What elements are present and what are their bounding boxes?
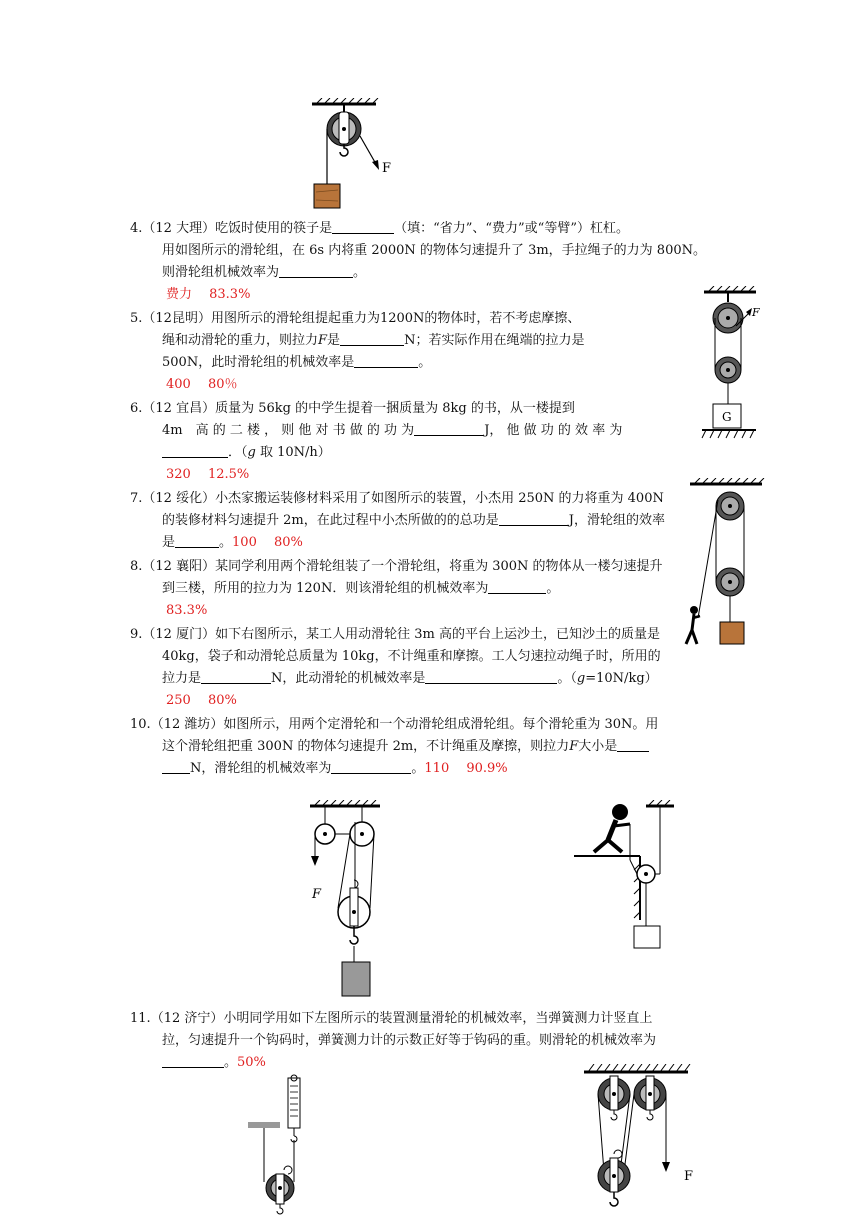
answer-blank[interactable] xyxy=(488,579,546,594)
answer-blank[interactable] xyxy=(175,533,219,548)
variable-f: F xyxy=(569,739,579,754)
question-text: 是 xyxy=(162,535,176,550)
question-text: 的装修材料匀速提升 2m，在此过程中小杰所做的的总功是 xyxy=(162,513,499,528)
question-number: 8. xyxy=(130,559,143,574)
question-number: 7. xyxy=(130,491,143,506)
force-label-f: F xyxy=(312,887,322,902)
answer-blank[interactable] xyxy=(499,511,569,526)
figure-two-fixed-one-movable xyxy=(300,800,390,1000)
question-text: =10N/kg） xyxy=(585,671,658,686)
question-number: 11. xyxy=(130,1011,151,1026)
question-text: 4m 高 的 二 楼 ， 则 他 对 书 做 的 功 为 xyxy=(162,423,415,438)
question-number: 10. xyxy=(130,717,151,732)
force-label-f: F xyxy=(752,306,760,319)
question-text: （12 大理）吃饭时使用的筷子是 xyxy=(142,221,333,236)
question-text: 是 xyxy=(327,333,341,348)
question-5 xyxy=(130,308,740,396)
question-text: 拉力是 xyxy=(162,671,202,686)
question-text: ．（ xyxy=(228,445,248,460)
question-text: 。 xyxy=(224,1055,238,1070)
question-text: 。 xyxy=(353,265,367,280)
question-text: （12昆明）用图所示的滑轮组提起重力为1200N的物体时，若不考虑摩擦、 xyxy=(142,311,581,326)
question-text: 。 xyxy=(418,355,432,370)
force-label-f: F xyxy=(382,161,392,176)
answer-blank[interactable] xyxy=(162,1053,224,1068)
answer-blank[interactable] xyxy=(162,759,190,774)
question-4 xyxy=(130,218,740,306)
answer-blank[interactable] xyxy=(279,263,353,278)
question-text: 。（ xyxy=(557,671,577,686)
question-text: 500N，此时滑轮组的机械效率是 xyxy=(162,355,355,370)
answer-text: 50% xyxy=(237,1055,266,1070)
question-10 xyxy=(130,714,740,780)
question-text: 到三楼，所用的拉力为 120N．则该滑轮组的机械效率为 xyxy=(162,581,489,596)
question-text: 则滑轮组机械效率为 xyxy=(162,265,280,280)
answer-blank[interactable] xyxy=(354,353,418,368)
question-text: 这个滑轮组把重 300N 的物体匀速提升 2m，不计绳重及摩擦，则拉力 xyxy=(162,739,570,754)
question-text: （12 济宁）小明同学用如下左图所示的装置测量滑轮的机械效率，当弹簧测力计竖直上 xyxy=(150,1011,653,1026)
question-text: （12 宜昌）质量为 56kg 的中学生提着一捆质量为 8kg 的书，从一楼提到 xyxy=(142,401,575,416)
question-text: （12 潍坊）如图所示，用两个定滑轮和一个动滑轮组成滑轮组。每个滑轮重为 30N。用 xyxy=(150,717,659,732)
question-text: 。 xyxy=(411,761,425,776)
question-text: （12 襄阳）某同学利用两个滑轮组装了一个滑轮组，将重为 300N 的物体从一楼匀速提升 xyxy=(142,559,663,574)
question-number: 5. xyxy=(130,311,143,326)
question-number: 9. xyxy=(130,627,143,642)
answer-blank[interactable] xyxy=(162,443,228,458)
question-text: 绳和动滑轮的重力，则拉力 xyxy=(162,333,319,348)
question-text: 。 xyxy=(546,581,560,596)
variable-f: F xyxy=(318,333,328,348)
question-text: 取 10N/h） xyxy=(255,445,331,460)
variable-g: g xyxy=(576,671,586,686)
answer-text: 400 80％ xyxy=(166,377,238,392)
variable-g: g xyxy=(247,445,256,460)
question-text: 40kg，袋子和动滑轮总质量为 10kg，不计绳重和摩擦。工人匀速拉动绳子时，所用的 xyxy=(162,649,661,664)
answer-text: 100 80% xyxy=(232,535,303,550)
question-6 xyxy=(130,398,740,486)
question-text: J，滑轮组的效率 xyxy=(568,513,665,528)
question-text: N，滑轮组的机械效率为 xyxy=(190,761,332,776)
answer-blank[interactable] xyxy=(414,421,484,436)
question-text: N，此动滑轮的机械效率是 xyxy=(271,671,426,686)
question-text: 拉，匀速提升一个钩码时，弹簧测力计的示数正好等于钩码的重。则滑轮的机械效率为 xyxy=(162,1033,657,1048)
answer-blank[interactable] xyxy=(340,331,404,346)
question-9 xyxy=(130,624,740,712)
question-text: （12 厦门）如下右图所示，某工人用动滑轮往 3m 高的平台上运沙土，已知沙土的质量是 xyxy=(142,627,660,642)
question-text: N；若实际作用在绳端的拉力是 xyxy=(404,333,585,348)
answer-text: 250 80% xyxy=(166,693,237,708)
answer-text: 83.3% xyxy=(166,603,208,618)
answer-text: 320 12.5% xyxy=(166,467,250,482)
question-number: 6. xyxy=(130,401,143,416)
question-text: 大小是 xyxy=(578,739,618,754)
weight-label-g: G xyxy=(722,410,732,424)
figure-spring-scale-pulley xyxy=(244,1074,314,1216)
question-text: J， 他 做 功 的 效 率 为 xyxy=(484,423,623,438)
answer-blank[interactable] xyxy=(331,759,411,774)
question-text: 。 xyxy=(219,535,233,550)
question-number: 4. xyxy=(130,221,143,236)
figure-worker-movable-pulley xyxy=(570,800,680,950)
answer-blank[interactable] xyxy=(617,737,649,752)
answer-blank[interactable] xyxy=(425,669,557,684)
figure-fixed-pulley-top xyxy=(300,98,410,210)
question-8 xyxy=(130,556,740,622)
answer-text: 110 90.9% xyxy=(424,761,508,776)
figure-pulley-block-right xyxy=(580,1064,700,1216)
question-text: （填：“省力”、“费力”或“等臂”）杠杠。 xyxy=(394,221,629,236)
answer-blank[interactable] xyxy=(201,669,271,684)
question-text: （12 绥化）小杰家搬运装修材料采用了如图所示的装置，小杰用 250N 的力将重为 400N xyxy=(142,491,664,506)
question-7 xyxy=(130,488,740,554)
question-text: 用如图所示的滑轮组，在 6s 内将重 2000N 的物体匀速提升了 3m，手拉绳子的力为 800N。 xyxy=(162,243,706,258)
answer-blank[interactable] xyxy=(332,219,394,234)
answer-text: 费力 83.3% xyxy=(166,287,251,302)
force-label-f: F xyxy=(684,1169,694,1184)
